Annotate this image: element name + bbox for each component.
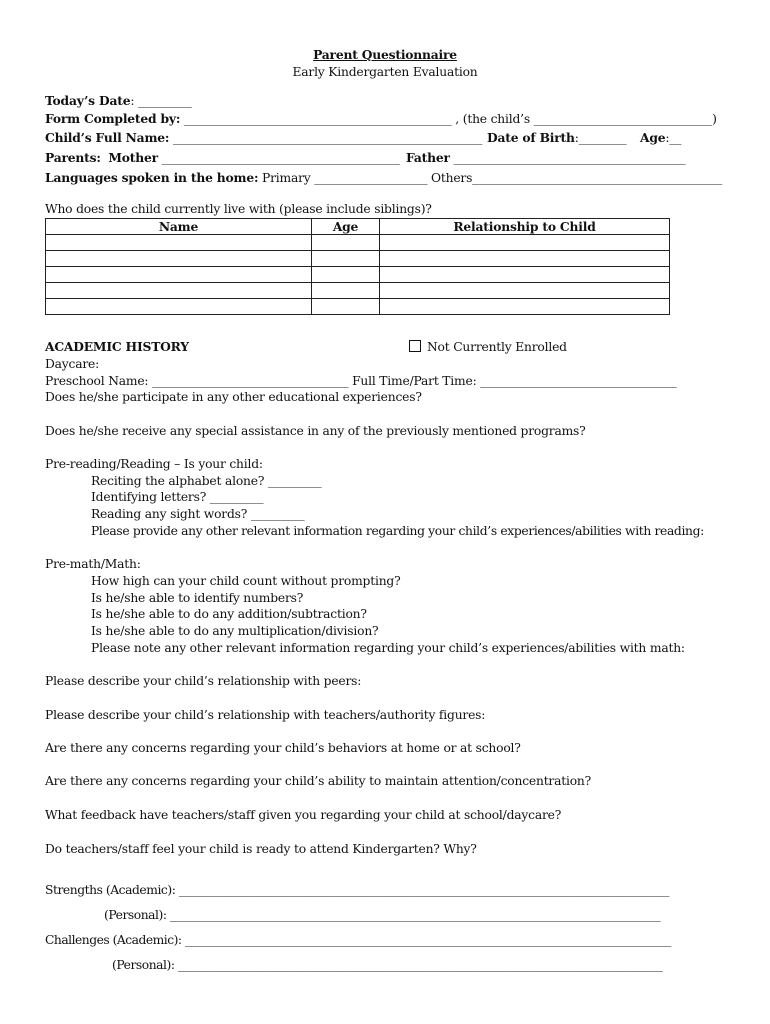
table-row <box>46 283 670 299</box>
household-question: Who does the child currently live with (please include siblings)? <box>45 202 432 216</box>
age-label: Age <box>640 130 666 145</box>
table-cell[interactable] <box>312 299 380 315</box>
age-row <box>640 130 681 146</box>
column-header-relationship: Relationship to Child <box>380 219 670 235</box>
father-label: Father <box>406 150 450 165</box>
form-completed-field[interactable]: _____________________________________________ , (the child’s ______________________________) <box>183 112 717 126</box>
table-cell[interactable] <box>380 299 670 315</box>
question-item: Are there any concerns regarding your child’s ability to maintain attention/concentration? <box>45 774 592 788</box>
parents-label: Parents: <box>45 150 101 165</box>
todays-date-label: Today’s Date <box>45 93 131 108</box>
question-item: Please describe your child’s relationship with teachers/authority figures: <box>45 708 486 722</box>
form-completed-label: Form Completed by: <box>45 111 181 126</box>
question-item: Do teachers/staff feel your child is ready to attend Kindergarten? Why? <box>45 842 477 856</box>
table-cell[interactable] <box>46 283 312 299</box>
math-item: How high can your child count without prompting? <box>91 574 401 588</box>
mother-label: Mother <box>108 150 158 165</box>
household-table <box>45 218 670 315</box>
daycare-label: Daycare: <box>45 357 100 371</box>
special-assistance-question: Does he/she receive any special assistance in any of the previously mentioned programs? <box>45 424 586 438</box>
challenges-personal-field[interactable]: (Personal): _____________________________________________________________________________________ <box>112 958 663 972</box>
table-cell[interactable] <box>46 267 312 283</box>
question-item: Please describe your child’s relationship with peers: <box>45 674 362 688</box>
table-cell[interactable] <box>46 235 312 251</box>
other-experiences-question: Does he/she participate in any other educational experiences? <box>45 390 422 404</box>
father-row <box>406 150 685 166</box>
reading-item: Please provide any other relevant information regarding your child’s experiences/abilities with reading: <box>91 524 704 538</box>
dob-row <box>487 130 626 146</box>
math-item: Is he/she able to do any addition/subtraction? <box>91 607 367 621</box>
checkbox-icon[interactable] <box>409 340 421 352</box>
challenges-academic-field[interactable]: Challenges (Academic): ______________________________________________________________________________________ <box>45 933 671 947</box>
table-header-row <box>46 219 670 235</box>
column-header-age: Age <box>312 219 380 235</box>
preschool-row: Preschool Name: _________________________________ Full Time/Part Time: _________________________________ <box>45 374 677 388</box>
table-row <box>46 267 670 283</box>
table-row <box>46 251 670 267</box>
table-row <box>46 235 670 251</box>
not-enrolled-label: Not Currently Enrolled <box>427 340 567 354</box>
table-cell[interactable] <box>312 283 380 299</box>
father-field[interactable]: _______________________________________ <box>453 151 686 165</box>
table-cell[interactable] <box>380 235 670 251</box>
table-cell[interactable] <box>380 267 670 283</box>
reading-item: Reciting the alphabet alone? _________ <box>91 474 322 488</box>
dob-label: Date of Birth <box>487 130 575 145</box>
question-item: Are there any concerns regarding your child’s behaviors at home or at school? <box>45 741 521 755</box>
table-cell[interactable] <box>46 251 312 267</box>
table-cell[interactable] <box>46 299 312 315</box>
languages-label: Languages spoken in the home: <box>45 170 259 185</box>
page-subtitle: Early Kindergarten Evaluation <box>292 65 478 79</box>
math-heading: Pre-math/Math: <box>45 557 141 571</box>
question-item: What feedback have teachers/staff given you regarding your child at school/daycare? <box>45 808 562 822</box>
table-cell[interactable] <box>312 235 380 251</box>
math-item: Is he/she able to identify numbers? <box>91 591 304 605</box>
age-field[interactable]: :__ <box>665 131 682 145</box>
page-title: Parent Questionnaire <box>313 47 457 62</box>
child-name-field[interactable]: ____________________________________________________ <box>172 131 483 145</box>
todays-date-row <box>45 93 192 109</box>
child-name-row <box>45 130 482 146</box>
languages-field[interactable]: Primary ___________________ Others__________________________________________ <box>262 171 723 185</box>
parents-row <box>45 150 400 166</box>
table-row <box>46 299 670 315</box>
strengths-academic-field[interactable]: Strengths (Academic): ______________________________________________________________________________________ <box>45 883 669 897</box>
mother-field[interactable]: ________________________________________ <box>161 151 400 165</box>
reading-item: Reading any sight words? _________ <box>91 507 305 521</box>
table-cell[interactable] <box>312 251 380 267</box>
academic-history-heading: ACADEMIC HISTORY <box>45 339 189 354</box>
reading-item: Identifying letters? _________ <box>91 490 264 504</box>
column-header-name: Name <box>46 219 312 235</box>
todays-date-field[interactable]: : _________ <box>130 94 192 108</box>
strengths-personal-field[interactable]: (Personal): ______________________________________________________________________________________ <box>104 908 661 922</box>
not-enrolled-option[interactable] <box>409 339 567 355</box>
table-cell[interactable] <box>312 267 380 283</box>
child-name-label: Child’s Full Name: <box>45 130 170 145</box>
table-cell[interactable] <box>380 251 670 267</box>
form-completed-row <box>45 111 717 127</box>
math-item: Is he/she able to do any multiplication/division? <box>91 624 379 638</box>
math-item: Please note any other relevant information regarding your child’s experiences/abilities with math: <box>91 641 685 655</box>
languages-row <box>45 170 722 186</box>
dob-field[interactable]: :________ <box>574 131 627 145</box>
reading-heading: Pre-reading/Reading – Is your child: <box>45 457 263 471</box>
table-cell[interactable] <box>380 283 670 299</box>
